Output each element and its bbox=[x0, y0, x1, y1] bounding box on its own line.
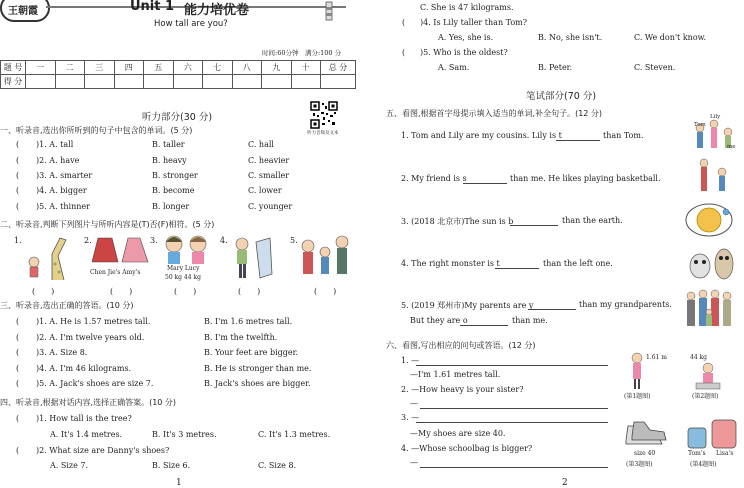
size-label: size 40 bbox=[634, 450, 656, 457]
option-b: B. Size 6. bbox=[152, 461, 191, 470]
option-b: B. become bbox=[152, 186, 195, 195]
score-input[interactable] bbox=[144, 75, 174, 89]
page-number: 1 bbox=[176, 478, 182, 488]
option-a: )1. A. He is 1.57 metres tall. bbox=[36, 317, 151, 326]
option-a: )3. A. Size 8. bbox=[36, 348, 88, 357]
sentence-end: than my grandparents. bbox=[579, 300, 672, 309]
option-c: C. Steven. bbox=[634, 63, 676, 72]
option-c: C. She is 47 kilograms. bbox=[420, 3, 514, 12]
family-generations-image bbox=[684, 288, 738, 330]
giraffe-kid-image bbox=[24, 234, 74, 282]
option-b: B. Jack's shoes are bigger. bbox=[204, 379, 311, 388]
option-b: B. longer bbox=[152, 202, 190, 211]
page-subtitle: How tall are you? bbox=[154, 19, 228, 29]
answer-paren[interactable]: ( bbox=[16, 202, 20, 211]
list-item: )5. A. thinner bbox=[36, 202, 90, 211]
monsters-image bbox=[686, 246, 738, 280]
page-title: 能力培优卷 bbox=[184, 3, 250, 18]
option-a: A. Yes, she is. bbox=[438, 33, 494, 42]
question: )4. Is Lily taller than Tom? bbox=[420, 18, 528, 27]
score-input[interactable] bbox=[114, 75, 144, 89]
figure-caption: (第3题图) bbox=[626, 461, 653, 468]
dialog-line: —My shoes are size 40. bbox=[410, 429, 506, 438]
qr-caption: 听力音频及文本 bbox=[307, 131, 339, 136]
sentence-end: than Tom. bbox=[603, 131, 644, 140]
option-c: C. hall bbox=[248, 140, 274, 149]
sentence: 3. (2018 北京市)The sun is b bbox=[401, 217, 514, 226]
score-cell: 七 bbox=[203, 61, 233, 75]
score-cell: 三 bbox=[85, 61, 115, 75]
section2-title: 二、听录音,判断下列图片与所听内容是(T)否(F)相符。(5 分) bbox=[0, 220, 215, 229]
sun-earth-image bbox=[684, 202, 734, 238]
option-a: )5. A. Jack's shoes are size 7. bbox=[36, 379, 154, 388]
score-input[interactable] bbox=[232, 75, 262, 89]
section6-title: 六、看图,写出相应的问句或答语。(12 分) bbox=[386, 341, 536, 350]
dialog-line: 1. — bbox=[401, 356, 420, 365]
score-input[interactable] bbox=[203, 75, 233, 89]
option-b: B. I'm 1.6 metres tall. bbox=[204, 317, 293, 326]
pic-number: 4. bbox=[220, 236, 228, 245]
dialog-line: 3. — bbox=[401, 413, 420, 422]
option-c: C. heavier bbox=[248, 156, 290, 165]
tf-blank[interactable]: ( ) bbox=[32, 287, 55, 296]
question: )2. What size are Danny's shoes? bbox=[36, 446, 170, 455]
answer-paren[interactable]: ( bbox=[16, 379, 20, 388]
score-cell: 得 分 bbox=[1, 75, 26, 89]
answer-blank[interactable] bbox=[510, 225, 558, 226]
option-c: C. It's 1.3 metres. bbox=[258, 430, 331, 439]
score-cell: 十 bbox=[291, 61, 321, 75]
score-cell: 六 bbox=[173, 61, 203, 75]
option-b: B. taller bbox=[152, 140, 185, 149]
score-input[interactable] bbox=[26, 75, 56, 89]
score-input[interactable] bbox=[291, 75, 321, 89]
tf-blank[interactable]: ( ) bbox=[238, 287, 261, 296]
logo-text: 王朝霞 bbox=[8, 6, 38, 17]
girls-caption: Mary Lucy bbox=[167, 265, 200, 272]
score-cell: 五 bbox=[144, 61, 174, 75]
answer-paren[interactable]: ( bbox=[16, 414, 20, 423]
sentence: 5. (2019 郑州市)My parents are y bbox=[401, 301, 534, 310]
answer-blank[interactable] bbox=[528, 309, 576, 310]
unit-label: Unit 1 bbox=[130, 0, 175, 14]
option-b: B. stronger bbox=[152, 171, 198, 180]
score-value-row bbox=[1, 75, 356, 89]
sentence-end: than the earth. bbox=[562, 216, 623, 225]
option-c: C. lower bbox=[248, 186, 282, 195]
option-b: B. heavy bbox=[152, 156, 187, 165]
score-header-row bbox=[1, 61, 356, 75]
sentence-end: than me. bbox=[512, 316, 548, 325]
listening-title: 听力部分(30 分) bbox=[142, 112, 213, 123]
score-cell: 二 bbox=[55, 61, 85, 75]
score-input[interactable] bbox=[55, 75, 85, 89]
option-a: A. It's 1.4 metres. bbox=[50, 430, 123, 439]
child-mirror-image bbox=[230, 234, 276, 282]
list-item: )4. A. bigger bbox=[36, 186, 87, 195]
answer-blank[interactable] bbox=[416, 422, 608, 423]
answer-blank[interactable] bbox=[420, 408, 608, 409]
written-title: 笔试部分(70 分) bbox=[526, 91, 597, 102]
question: )1. How tall is the tree? bbox=[36, 414, 132, 423]
section3-title: 三、听录音,选出正确的答语。(10 分) bbox=[0, 301, 134, 310]
figure-caption: (第1题图) bbox=[624, 393, 651, 400]
answer-paren[interactable]: ( bbox=[16, 140, 20, 149]
answer-blank[interactable] bbox=[556, 140, 600, 141]
weight-caption: 50 kg 44 kg bbox=[165, 274, 201, 281]
option-c: C. younger bbox=[248, 202, 293, 211]
tom-label: Tom bbox=[694, 122, 706, 128]
figure-caption: (第4题图) bbox=[690, 461, 717, 468]
height-label: 1.61 m bbox=[646, 354, 667, 361]
section5-title: 五、看图,根据首字母提示填入适当的单词,补全句子。(12 分) bbox=[386, 109, 603, 118]
skirts-image bbox=[92, 234, 150, 266]
friends-height-image bbox=[694, 158, 734, 194]
option-b: B. It's 3 metres. bbox=[152, 430, 217, 439]
option-c: C. smaller bbox=[248, 171, 290, 180]
family-image bbox=[298, 234, 352, 282]
option-c: C. We don't know. bbox=[634, 33, 707, 42]
score-input[interactable] bbox=[321, 75, 356, 89]
question: )5. Who is the oldest? bbox=[420, 48, 508, 57]
score-cell: 九 bbox=[262, 61, 292, 75]
page-number: 2 bbox=[562, 478, 568, 488]
option-a: A. Sam. bbox=[438, 63, 470, 72]
lily-label: Lily bbox=[710, 114, 721, 120]
option-b: B. He is stronger than me. bbox=[204, 364, 312, 373]
dialog-line: —I'm 1.61 metres tall. bbox=[410, 370, 501, 379]
lisa-bag-label: Lisa's bbox=[716, 450, 734, 457]
answer-paren[interactable]: ( bbox=[16, 156, 20, 165]
option-b: B. Your feet are bigger. bbox=[204, 348, 299, 357]
me-label: me bbox=[727, 144, 736, 150]
score-input[interactable] bbox=[262, 75, 292, 89]
pic-number: 1. bbox=[14, 236, 22, 245]
qr-code-icon[interactable] bbox=[310, 101, 338, 129]
answer-paren[interactable]: ( bbox=[16, 446, 20, 455]
option-b: B. Peter. bbox=[538, 63, 573, 72]
sentence: 4. The right monster is t bbox=[401, 259, 500, 268]
score-cell: 题 号 bbox=[1, 61, 26, 75]
sentence: 1. Tom and Lily are my cousins. Lily is t bbox=[401, 131, 562, 140]
sentence: 2. My friend is s bbox=[401, 174, 467, 183]
option-a: )2. A. I'm twelve years old. bbox=[36, 333, 145, 342]
answer-blank[interactable] bbox=[460, 325, 508, 326]
dialog-line: 2. —How heavy is your sister? bbox=[401, 385, 524, 394]
score-input[interactable] bbox=[85, 75, 115, 89]
score-cell: 八 bbox=[232, 61, 262, 75]
answer-paren[interactable]: ( bbox=[402, 48, 406, 57]
answer-blank[interactable] bbox=[416, 365, 608, 366]
tf-blank[interactable]: ( ) bbox=[110, 287, 133, 296]
sentence: But they are o bbox=[410, 316, 468, 325]
sentence-end: than me. He likes playing basketball. bbox=[510, 174, 661, 183]
figure-caption: (第2题图) bbox=[692, 393, 719, 400]
section1-title: 一、听录音,选出你所听到的句子中包含的单词。(5 分) bbox=[0, 126, 193, 135]
score-table bbox=[0, 60, 356, 89]
answer-blank[interactable] bbox=[420, 467, 608, 468]
sentence-end: than the left one. bbox=[543, 259, 613, 268]
exam-meta: 时间:60分钟 满分:100 分 bbox=[262, 49, 342, 57]
answer-paren[interactable]: ( bbox=[16, 364, 20, 373]
score-cell: 一 bbox=[26, 61, 56, 75]
dialog-line: — bbox=[410, 458, 418, 467]
option-c: C. Size 8. bbox=[258, 461, 297, 470]
tom-bag-label: Tom's bbox=[688, 450, 706, 457]
list-item: )2. A. have bbox=[36, 156, 80, 165]
tf-blank[interactable]: ( ) bbox=[314, 287, 337, 296]
answer-paren[interactable]: ( bbox=[402, 18, 406, 27]
score-input[interactable] bbox=[173, 75, 203, 89]
tf-blank[interactable]: ( ) bbox=[174, 287, 197, 296]
option-b: B. I'm the twelfth. bbox=[204, 333, 278, 342]
dialog-line: 4. —Whose schoolbag is bigger? bbox=[401, 444, 533, 453]
answer-paren[interactable]: ( bbox=[16, 186, 20, 195]
answer-paren[interactable]: ( bbox=[16, 333, 20, 342]
option-a: )4. A. I'm 46 kilograms. bbox=[36, 364, 132, 373]
schoolbags-image bbox=[684, 416, 740, 450]
girl-height-image bbox=[628, 352, 646, 390]
answer-blank[interactable] bbox=[495, 268, 539, 269]
answer-paren[interactable]: ( bbox=[16, 348, 20, 357]
skirt-caption: Chen Jie's Amy's bbox=[90, 269, 141, 276]
shoes-image bbox=[624, 418, 668, 448]
lighthouse-icon bbox=[322, 0, 336, 22]
score-cell: 四 bbox=[114, 61, 144, 75]
option-a: A. Size 7. bbox=[50, 461, 89, 470]
list-item: )1. A. tall bbox=[36, 140, 74, 149]
dialog-line: — bbox=[410, 399, 418, 408]
girls-image bbox=[162, 234, 212, 264]
answer-paren[interactable]: ( bbox=[16, 171, 20, 180]
section4-title: 四、听录音,根据对话内容,选择正确答案。(10 分) bbox=[0, 398, 177, 407]
pic-number: 3. bbox=[150, 236, 158, 245]
pic-number: 5. bbox=[290, 236, 298, 245]
weight-label: 44 kg bbox=[690, 354, 708, 361]
list-item: )3. A. smarter bbox=[36, 171, 93, 180]
publisher-logo bbox=[0, 0, 50, 22]
answer-paren[interactable]: ( bbox=[16, 317, 20, 326]
pic-number: 2. bbox=[84, 236, 92, 245]
answer-blank[interactable] bbox=[463, 183, 507, 184]
scale-image bbox=[692, 362, 724, 390]
option-b: B. No, she isn't. bbox=[538, 33, 603, 42]
score-cell: 总 分 bbox=[321, 61, 356, 75]
